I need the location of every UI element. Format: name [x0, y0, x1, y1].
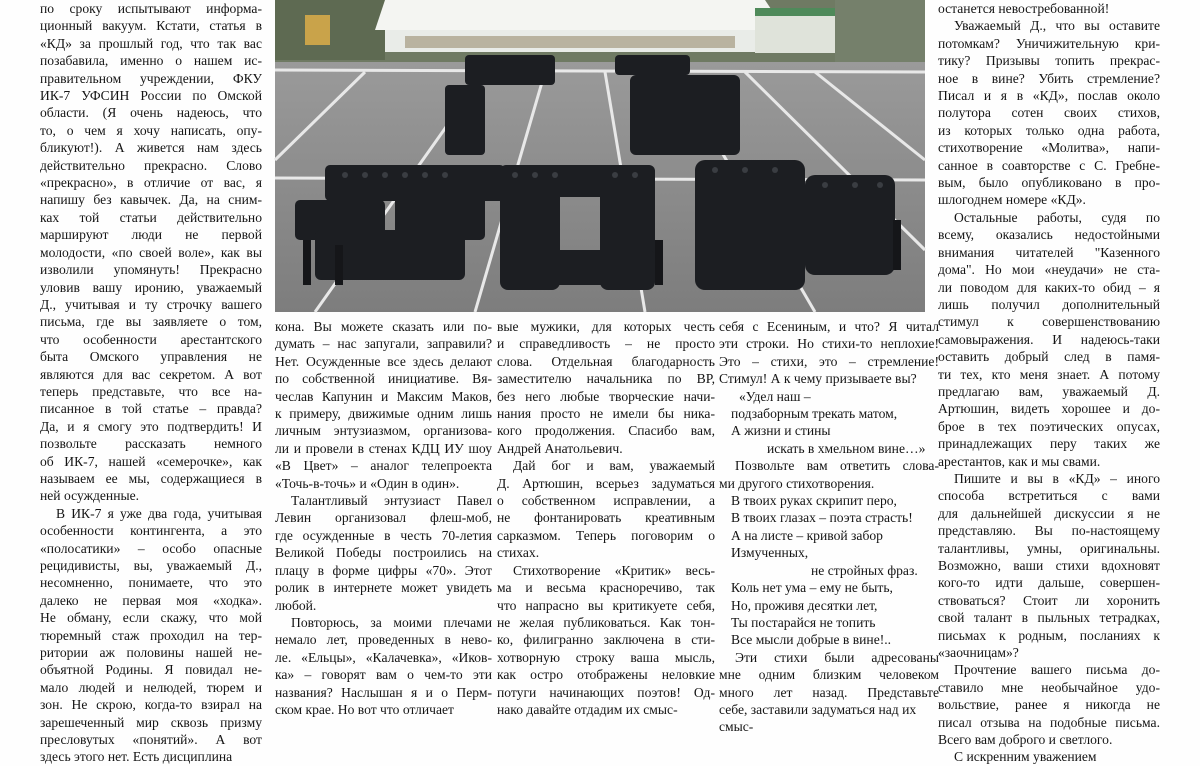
- text-line: Прочтение вашего письма до-: [954, 662, 1160, 678]
- article-column-2: [275, 318, 492, 717]
- text-line: останется невостребованной!: [938, 1, 1110, 16]
- text-line: С искренним уважением: [954, 749, 1097, 765]
- text-line: названия? Наслышан я и о Перм-: [275, 684, 492, 700]
- text-line: без него любые творческие начи-: [497, 388, 715, 404]
- text-line: далеко не первая моя «ходка».: [40, 592, 262, 608]
- text-line: где осужденные в честь 70-летия: [275, 527, 492, 543]
- text-line: самовыражения. И надеюсь-таки: [938, 331, 1160, 347]
- text-line: Стимул! А к чему призываете вы?: [719, 371, 917, 387]
- text-line: Измученных,: [731, 545, 809, 561]
- text-line: об ИК-7, нашей «семерочке», как: [40, 453, 262, 469]
- text-line: ма и весьма красноречиво, так: [497, 580, 715, 596]
- text-line: писал отзыва на подобные письма.: [938, 714, 1160, 730]
- text-line: В твоих глазах – поэта страсть!: [731, 510, 913, 526]
- text-line: по собственной инициативе. Вя-: [275, 371, 492, 387]
- text-line: чеслав Капунин и Максим Маков,: [275, 388, 492, 404]
- text-line: себе, заставили задуматься над их смыс-: [719, 701, 917, 735]
- text-line: бликуют!). А живется нам здесь: [40, 140, 262, 156]
- text-line: шлогоднем номере «КД».: [938, 192, 1086, 208]
- article-column-1: [40, 0, 262, 765]
- text-line: представляю. Вы по-настоящему: [938, 523, 1160, 539]
- text-line: ционный вакуум. Кстати, статья в: [40, 18, 262, 34]
- text-line: личным энтузиазмом, организова-: [275, 423, 492, 439]
- text-line: кона. Вы можете сказать или по-: [275, 319, 492, 334]
- text-line: эти строки. Но стихи-то неплохие!: [719, 336, 939, 352]
- text-line: вым, было опубликовано в про-: [938, 175, 1160, 191]
- text-line: как остро отображены неловкие: [497, 667, 715, 683]
- text-line: заместителю начальника по ВР,: [497, 371, 715, 387]
- text-line: мало людей и нелюдей, тюрем и: [40, 679, 262, 695]
- parade-ground-image: [275, 0, 925, 312]
- text-line: ка» – говорят вам о чем-то эти: [275, 667, 492, 683]
- text-line: называем ее мы, содержащиеся в: [40, 470, 262, 486]
- text-line: Остальные работы, судя по: [954, 209, 1160, 225]
- text-line: В твоих руках скрипит перо,: [731, 493, 897, 509]
- text-line: А на листе – кривой забор: [731, 527, 883, 543]
- text-line: слова. Отдельная благодарность: [497, 353, 715, 369]
- text-line: не стройных фраз.: [811, 562, 918, 578]
- text-line: правительном учреждении, ФКУ: [40, 70, 262, 86]
- text-line: Да, и я смогу это подтвердить! И: [40, 418, 262, 434]
- text-line: мне одним близким человеком: [719, 667, 939, 683]
- text-line: принадлежащих перу таких же: [938, 436, 1160, 452]
- text-line: потомкам? Уничижительную кри-: [938, 35, 1160, 51]
- text-line: Дай бог и вам, уважаемый: [513, 458, 715, 474]
- text-line: ми другого стихотворения.: [719, 475, 875, 491]
- text-line: Нет. Осужденные все здесь делают: [275, 353, 492, 369]
- text-line: искать в хмельном вине…»: [767, 440, 926, 456]
- text-line: «Удел наш –: [739, 388, 811, 404]
- text-line: кого-то идти дальше, совершен-: [938, 575, 1160, 591]
- text-line: немало лет, проведенных в нево-: [275, 632, 492, 648]
- text-line: В ИК-7 я уже два года, учитывая: [56, 505, 262, 521]
- text-line: внимания читателей "Казенного: [938, 244, 1160, 260]
- text-line: А жизни и стины: [731, 423, 831, 439]
- text-line: ли поводом для каких-то обид – я: [938, 279, 1160, 295]
- text-line: являются для вас секретом. А вот: [40, 366, 262, 382]
- text-line: много лет назад. Представьте: [719, 684, 939, 700]
- text-line: арестантов, как и мы свами.: [938, 453, 1101, 469]
- text-line: Не обману, если скажу, что мой: [40, 610, 262, 626]
- text-line: думать – нас запугали, заправили?: [275, 336, 492, 352]
- text-line: Андрей Анатольевич.: [497, 440, 623, 456]
- text-line: санное в соавторстве с С. Гребне-: [938, 157, 1160, 173]
- text-line: и справедливость – не просто: [497, 336, 715, 352]
- text-line: теперь представьте, что все на-: [40, 383, 262, 399]
- text-line: ском крае. Но вот что отличает: [275, 701, 454, 717]
- text-line: вые мужики, для которых честь: [497, 319, 715, 334]
- text-line: для дальнейшей дискуссии я не: [938, 505, 1160, 521]
- text-line: сарказмом. Теперь поговорим о: [497, 527, 715, 543]
- text-line: брое в тех поэтических опусах,: [938, 418, 1160, 434]
- text-line: Пишите и вы в «КД» – иного: [954, 470, 1160, 486]
- text-line: что напрасно вы критикуете себя,: [497, 597, 715, 613]
- text-line: несомненно, понимаете, что это: [40, 575, 262, 591]
- text-line: зон. Не скрою, когда-то взирал на: [40, 697, 262, 713]
- text-line: Возможно, ваши стихи вдохновят: [938, 558, 1160, 573]
- text-line: Стихотворение «Критик» весь-: [513, 562, 715, 578]
- text-line: Писал и я в «КД», послав около: [938, 88, 1160, 104]
- text-line: позвольте рассказать немного: [40, 436, 262, 452]
- text-line: «Точь-в-точь» и «Один в один».: [275, 475, 460, 491]
- text-line: ставило мне необычайное удо-: [938, 679, 1160, 695]
- text-line: предлагаю вам, уважаемый Д.: [938, 383, 1160, 399]
- text-line: действительно прекрасно. Слово: [40, 157, 262, 173]
- text-line: всему, оказались недостойными: [938, 227, 1160, 243]
- text-line: «КД» за прошлый год, что так вас: [40, 35, 262, 51]
- text-line: Это – стихи, это – стремление!: [719, 353, 939, 369]
- text-line: талантливы, умны, оригинальны.: [938, 540, 1160, 556]
- text-line: Артюшин, видеть хорошее и до-: [938, 401, 1160, 417]
- text-line: тику? Призывы топить прекрас-: [938, 53, 1160, 69]
- text-line: стимул к совершенствованию: [938, 314, 1160, 330]
- text-line: «прекрасно», в отличие от вас, я: [40, 175, 262, 191]
- text-line: ли и провели в стенах КДЦ ИУ шоу: [275, 440, 492, 456]
- text-line: области. (Я очень надеюсь, что: [40, 105, 262, 121]
- text-line: маршируют люди не первой: [40, 227, 262, 243]
- text-line: Уважаемый Д., что вы оставите: [954, 18, 1160, 34]
- article-column-3: [497, 318, 715, 717]
- text-line: Но, проживя десятки лет,: [731, 597, 878, 613]
- text-line: стихах.: [497, 545, 540, 561]
- text-line: к примеру, движимые одним лишь: [275, 406, 492, 422]
- article-photo: [275, 0, 925, 312]
- text-line: Всего вам доброго и светлого.: [938, 732, 1113, 748]
- text-line: ное в вине? Убить стремление?: [938, 70, 1160, 86]
- text-line: Повторюсь, за моими плечами: [291, 614, 492, 630]
- text-line: писанное в той статье – правда?: [40, 401, 262, 417]
- text-line: письмах к родным, посланиях к: [938, 627, 1160, 643]
- text-line: ритории аж половины нашей не-: [40, 645, 262, 661]
- text-line: молодости, «по своей воле», как вы: [40, 244, 262, 260]
- text-line: о собственном исправлении, а: [497, 493, 715, 509]
- text-line: ИК-7 УФСИН России по Омской: [40, 88, 262, 104]
- text-line: особенности контингента, а это: [40, 523, 262, 539]
- text-line: письма, где вы заявляете о том,: [40, 314, 262, 330]
- text-line: хотворную строку ваша мысль,: [497, 649, 715, 665]
- text-line: «заочницам»?: [938, 645, 1019, 661]
- article-column-4: [719, 318, 939, 735]
- text-line: напишу без кавычек. Да, на сним-: [40, 192, 262, 208]
- text-line: полутора сотен своих стихов,: [938, 105, 1160, 121]
- text-line: зарешеченный мир сквозь призму: [40, 714, 262, 730]
- text-line: быта Омского управления не: [40, 349, 262, 365]
- text-line: плацу в форме цифры «70». Этот: [275, 562, 492, 578]
- text-line: уловив вашу иронию, уважаемый: [40, 279, 262, 295]
- text-line: «В Цвет» – аналог телепроекта: [275, 458, 492, 474]
- text-line: Эти стихи были адресованы: [735, 649, 939, 665]
- text-line: то, о чем я хочу написать, опу-: [40, 122, 262, 138]
- text-line: Левин организовал флеш-моб,: [275, 510, 492, 526]
- text-line: Д., учитывая и ту строчку вашего: [40, 296, 262, 312]
- text-line: Коль нет ума – ему не быть,: [731, 580, 893, 596]
- text-line: изволили упомянуть! Прекрасно: [40, 262, 262, 278]
- text-line: стихотворение «Молитва», напи-: [938, 140, 1160, 156]
- text-line: дома". Но мои «неудачи» не ста-: [938, 262, 1160, 278]
- text-line: из которых только одна работа,: [938, 122, 1160, 138]
- text-line: любой.: [275, 597, 317, 613]
- text-line: пресловутых «понятий». А вот: [40, 732, 262, 748]
- text-line: вольствие, ранее я никогда не: [938, 697, 1160, 713]
- text-line: объятной Родины. Я повидал не-: [40, 662, 262, 678]
- text-line: оставить добрый след в памя-: [938, 349, 1160, 365]
- text-line: Ты постарайся не топить: [731, 614, 876, 630]
- text-line: по сроку испытывают информа-: [40, 1, 262, 16]
- text-line: нания просто не имели бы ника-: [497, 406, 715, 422]
- text-line: Позвольте вам ответить слова-: [735, 458, 939, 474]
- text-line: «полосатики» – особо опасные: [40, 540, 262, 556]
- text-line: потуги начинающих поэтов! Од-: [497, 684, 715, 700]
- article-column-6: [938, 0, 1160, 765]
- text-line: Талантливый энтузиаст Павел: [291, 493, 492, 509]
- text-line: себя с Есениным, и что? Я читал: [719, 319, 939, 334]
- text-line: ко, филигранно заключена в сти-: [497, 632, 715, 648]
- text-line: ней осужденные.: [40, 488, 140, 504]
- text-line: рецидивисты, вы, уважаемый Д.,: [40, 558, 262, 573]
- text-line: ле. «Ельцы», «Калачевка», «Иков-: [275, 649, 492, 665]
- text-line: позабавила, именно о нашем ис-: [40, 53, 262, 69]
- text-line: не желая публиковаться. Как тон-: [497, 614, 715, 630]
- text-line: способа встретиться с вами: [938, 488, 1160, 504]
- text-line: Д. Артюшин, всерьез задуматься: [497, 475, 715, 491]
- text-line: лишь получил дополнительный: [938, 296, 1160, 312]
- text-line: что особенности арестантского: [40, 331, 262, 347]
- text-line: Все мысли добрые в вине!..: [731, 632, 892, 648]
- text-line: Великой Победы построились на: [275, 545, 492, 561]
- text-line: свой талант в пыльных тетрадках,: [938, 610, 1160, 626]
- text-line: подзаборным трекать матом,: [731, 406, 898, 422]
- text-line: тюремный стаж проходил на тер-: [40, 627, 262, 643]
- text-line: ролик в интернете может увидеть: [275, 580, 492, 596]
- text-line: кого продолжения. Спасибо вам,: [497, 423, 715, 439]
- text-line: здесь этого нет. Есть дисциплина: [40, 749, 233, 765]
- text-line: не фонтанировать креативным: [497, 510, 715, 526]
- text-line: ти тех, кто меня знает. А потому: [938, 366, 1160, 382]
- text-line: ках той статьи действительно: [40, 209, 262, 225]
- text-line: нако давайте отдадим их смыс-: [497, 701, 678, 717]
- text-line: ствоваться? Стоит ли хоронить: [938, 592, 1160, 608]
